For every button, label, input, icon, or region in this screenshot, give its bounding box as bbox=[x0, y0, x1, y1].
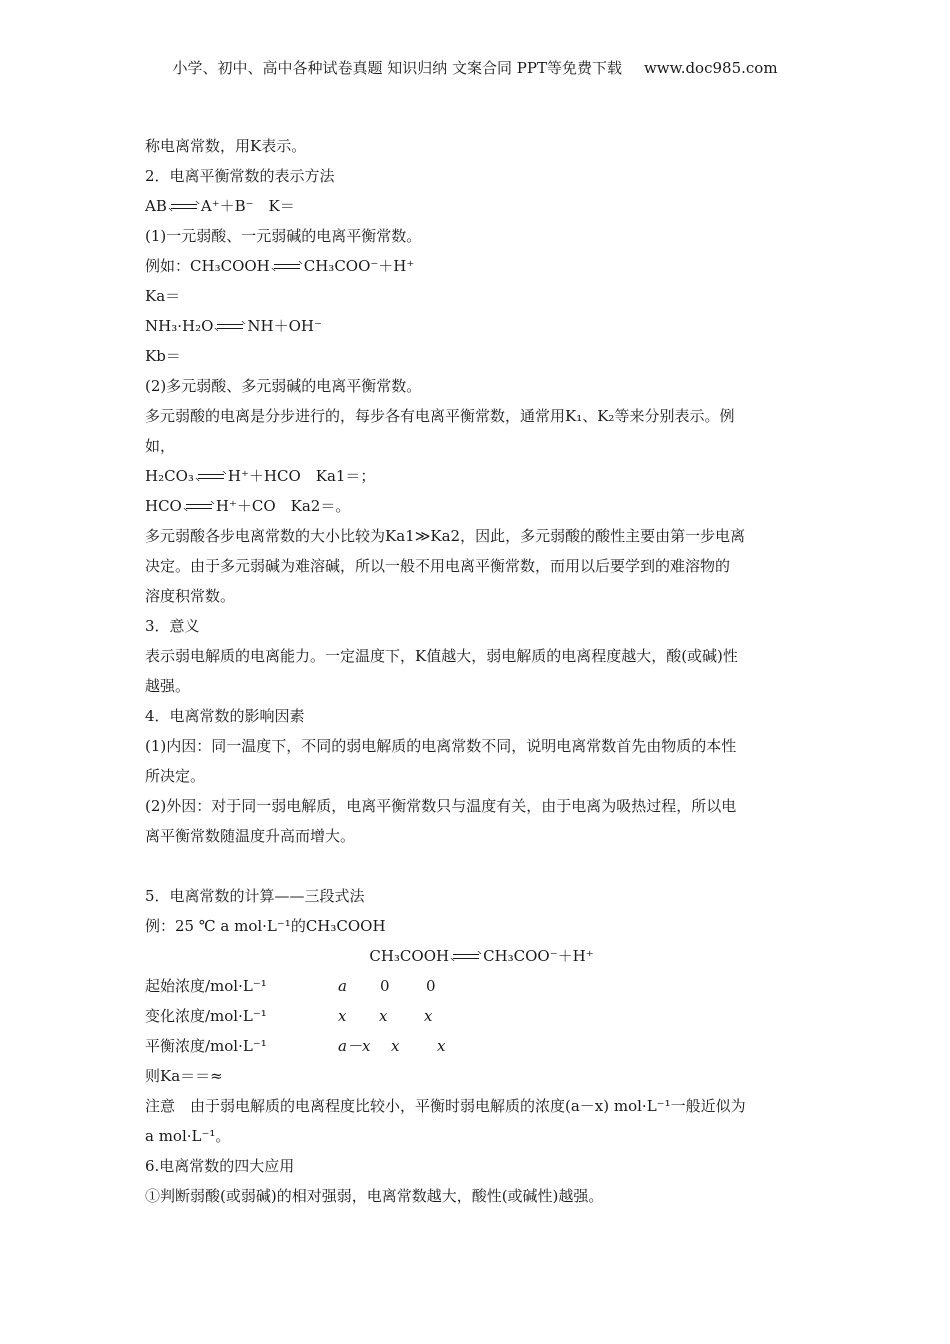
equilibrium-arrow-icon bbox=[272, 262, 302, 272]
row-cell: x bbox=[437, 1037, 446, 1055]
row-label: 起始浓度/mol·L⁻¹ bbox=[145, 977, 267, 995]
table-row bbox=[145, 1031, 810, 1061]
row-cell: 0 bbox=[380, 977, 390, 995]
paragraph-line: 多元弱酸各步电离常数的大小比较为Ka1≫Ka2，因此，多元弱酸的酸性主要由第一步电离 bbox=[145, 527, 746, 545]
section-heading: 2．电离平衡常数的表示方法 bbox=[145, 167, 335, 185]
constant-line: Ka＝ bbox=[145, 287, 181, 305]
row-cell: a bbox=[338, 977, 347, 995]
table-row bbox=[145, 971, 810, 1001]
header-site: www.doc985.com bbox=[643, 59, 778, 77]
table-row bbox=[145, 1001, 810, 1031]
paragraph-line: 溶度积常数。 bbox=[145, 587, 236, 605]
equation-line bbox=[145, 311, 810, 341]
equation-right: H⁺＋HCO Ka1＝； bbox=[227, 467, 376, 485]
paragraph-line: (1)内因：同一温度下，不同的弱电解质的电离常数不同，说明电离常数首先由物质的本性 bbox=[145, 737, 737, 755]
equation-left: CH₃COOH bbox=[369, 947, 450, 965]
paragraph-line: 所决定。 bbox=[145, 767, 206, 785]
equation-line bbox=[145, 191, 810, 221]
row-cell: x bbox=[379, 1007, 388, 1025]
equilibrium-arrow-icon bbox=[215, 322, 245, 332]
note-line: 注意 由于弱电解质的电离程度比较小，平衡时弱电解质的浓度(a－x) mol·L⁻¹一般近似为 bbox=[145, 1097, 746, 1115]
section-heading: 3．意义 bbox=[145, 617, 200, 635]
paragraph-line: 多元弱酸的电离是分步进行的，每步各有电离平衡常数，通常用K₁、K₂等来分别表示。例 bbox=[145, 407, 735, 425]
equation-right: CH₃COO⁻＋H⁺ bbox=[303, 257, 415, 275]
paragraph-line: ①判断弱酸(或弱碱)的相对强弱，电离常数越大，酸性(或碱性)越强。 bbox=[145, 1187, 604, 1205]
paragraph-line: 离平衡常数随温度升高而增大。 bbox=[145, 827, 356, 845]
equation-left: HCO bbox=[145, 497, 182, 515]
note-line-end: a mol·L⁻¹。 bbox=[145, 1127, 231, 1145]
equilibrium-arrow-icon bbox=[184, 502, 214, 512]
equilibrium-arrow-icon bbox=[169, 202, 199, 212]
equilibrium-arrow-icon bbox=[196, 472, 226, 482]
equation-right: A⁺＋B⁻ K＝ bbox=[200, 197, 295, 215]
row-cell: x bbox=[424, 1007, 433, 1025]
example-prefix: 例如： bbox=[145, 257, 191, 275]
section-heading: 5．电离常数的计算——三段式法 bbox=[145, 887, 365, 905]
blank-line bbox=[145, 851, 810, 881]
equilibrium-arrow-icon bbox=[451, 952, 481, 962]
equation-left: NH₃·H₂O bbox=[145, 317, 214, 335]
page-header bbox=[0, 57, 950, 78]
paragraph-line: (2)多元弱酸、多元弱碱的电离平衡常数。 bbox=[145, 377, 422, 395]
paragraph-line: 决定。由于多元弱碱为难溶碱，所以一般不用电离平衡常数，而用以后要学到的难溶物的 bbox=[145, 557, 731, 575]
row-cell: 0 bbox=[426, 977, 436, 995]
example-line: 例：25 ℃ a mol·L⁻¹的CH₃COOH bbox=[145, 917, 386, 935]
row-cell: x bbox=[391, 1037, 400, 1055]
equation-right: CH₃COO⁻＋H⁺ bbox=[483, 947, 594, 965]
row-label: 变化浓度/mol·L⁻¹ bbox=[145, 1007, 267, 1025]
paragraph-line: 表示弱电解质的电离能力。一定温度下，K值越大，弱电解质的电离程度越大，酸(或碱)性 bbox=[145, 647, 738, 665]
paragraph-line: (2)外因：对于同一弱电解质，电离平衡常数只与温度有关，由于电离为吸热过程，所以电 bbox=[145, 797, 737, 815]
paragraph-line: 称电离常数，用K表示。 bbox=[145, 137, 307, 155]
row-label: 平衡浓度/mol·L⁻¹ bbox=[145, 1037, 267, 1055]
equation-left: H₂CO₃ bbox=[145, 467, 194, 485]
paragraph-line: 如， bbox=[145, 437, 176, 455]
document-body bbox=[145, 131, 810, 1211]
equation-line bbox=[145, 941, 810, 971]
equation-line bbox=[145, 491, 810, 521]
paragraph-line: (1)一元弱酸、一元弱碱的电离平衡常数。 bbox=[145, 227, 422, 245]
row-cell: a－x bbox=[338, 1037, 371, 1055]
section-heading: 4．电离常数的影响因素 bbox=[145, 707, 305, 725]
section-heading: 6.电离常数的四大应用 bbox=[145, 1157, 295, 1175]
row-cell: x bbox=[338, 1007, 347, 1025]
equation-line bbox=[145, 251, 810, 281]
equation-right: H⁺＋CO Ka2＝。 bbox=[215, 497, 351, 515]
equation-left: AB bbox=[145, 197, 167, 215]
paragraph-line: 越强。 bbox=[145, 677, 191, 695]
constant-line: Kb＝ bbox=[145, 347, 181, 365]
equation-line bbox=[145, 461, 810, 491]
equation-left: CH₃COOH bbox=[190, 257, 270, 275]
header-text: 小学、初中、高中各种试卷真题 知识归纳 文案合同 PPT等免费下载 bbox=[172, 59, 622, 77]
equation-right: NH＋OH⁻ bbox=[247, 317, 322, 335]
result-line: 则Ka＝＝≈ bbox=[145, 1067, 223, 1085]
